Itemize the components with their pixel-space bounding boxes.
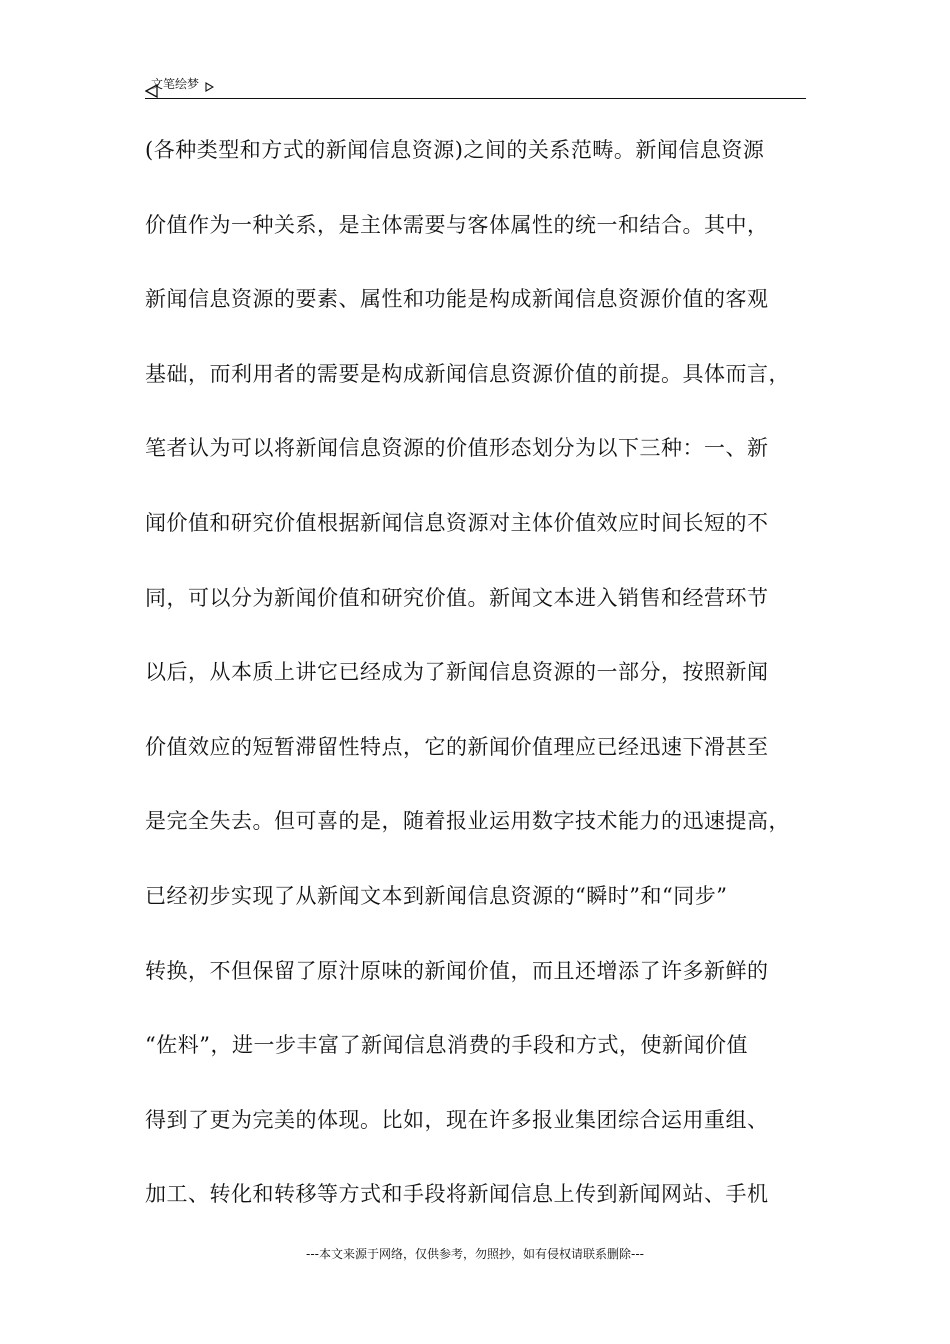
text-line: 加工、转化和转移等方式和手段将新闻信息上传到新闻网站、手机: [145, 1182, 769, 1207]
footer-notice: ---本文来源于网络，仅供参考，勿照抄，如有侵权请联系删除---: [306, 1247, 644, 1261]
page-header: [145, 72, 806, 99]
text-line: 价值作为一种关系，是主体需要与客体属性的统一和结合。其中，: [145, 212, 769, 237]
text-line: 基础，而利用者的需要是构成新闻信息资源价值的前提。具体而言，: [145, 361, 790, 386]
text-line: 新闻信息资源的要素、属性和功能是构成新闻信息资源价值的客观: [145, 287, 769, 312]
text-line: 是完全失去。但可喜的是，随着报业运用数字技术能力的迅速提高，: [145, 809, 790, 834]
text-line: “佐料”，进一步丰富了新闻信息消费的手段和方式，使新闻价值: [145, 1033, 748, 1058]
text-line: 得到了更为完美的体现。比如，现在许多报业集团综合运用重组、: [145, 1107, 769, 1132]
body-text: [145, 128, 810, 1247]
text-line: 以后，从本质上讲它已经成为了新闻信息资源的一部分，按照新闻: [145, 660, 769, 685]
text-line: 同，可以分为新闻价值和研究价值。新闻文本进入销售和经营环节: [145, 585, 769, 610]
header-title: 文笔绘梦: [151, 77, 200, 91]
text-line: 笔者认为可以将新闻信息资源的价值形态划分为以下三种：一、新: [145, 436, 769, 461]
text-line: 转换，不但保留了原汁原味的新闻价值，而且还增添了许多新鲜的: [145, 958, 769, 983]
header-row: [145, 75, 205, 92]
text-line: (各种类型和方式的新闻信息资源)之间的关系范畴。新闻信息资源: [145, 138, 765, 162]
text-line: 已经初步实现了从新闻文本到新闻信息资源的“瞬时”和“同步”: [145, 883, 728, 908]
text-line: 价值效应的短暂滞留性特点，它的新闻价值理应已经迅速下滑甚至: [145, 734, 769, 759]
text-line: 闻价值和研究价值根据新闻信息资源对主体价值效应时间长短的不: [145, 510, 769, 535]
